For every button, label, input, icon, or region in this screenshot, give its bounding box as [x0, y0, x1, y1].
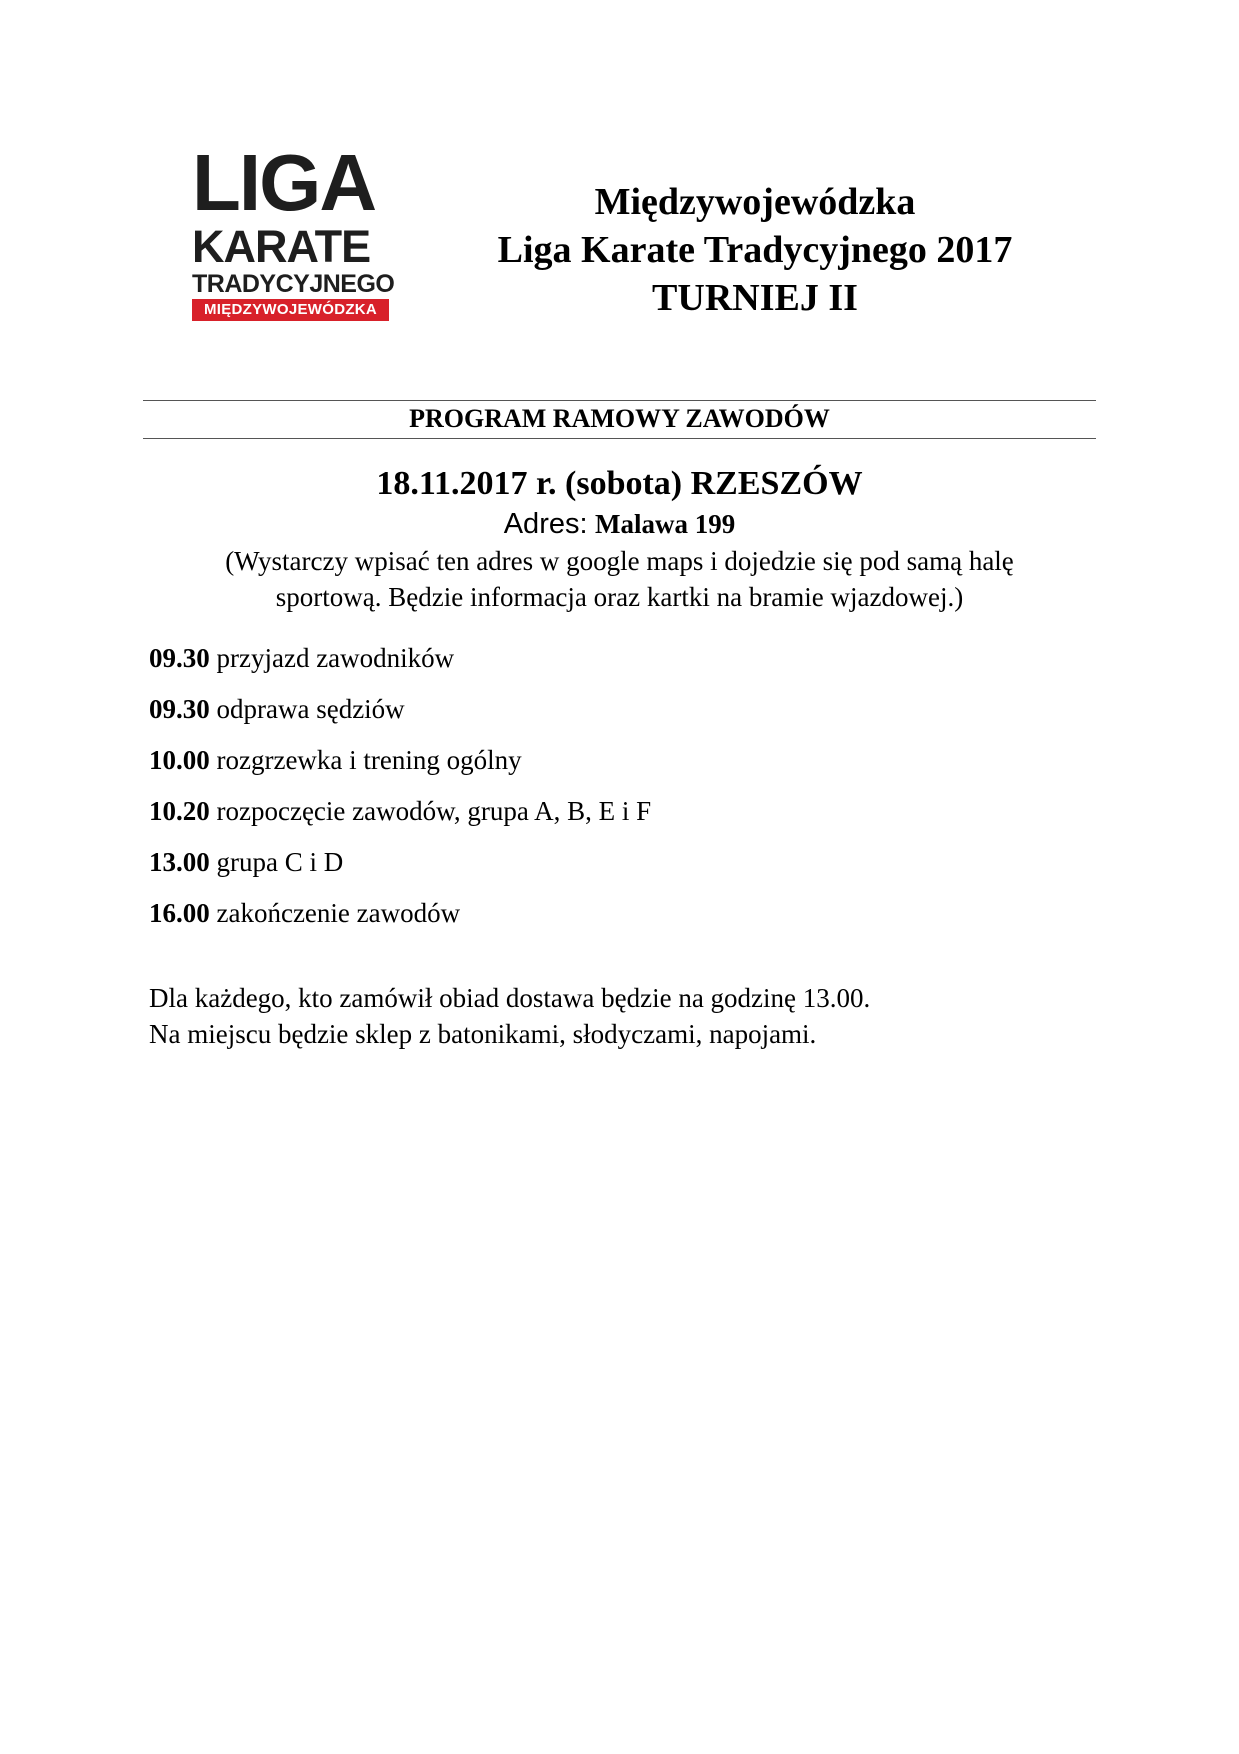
league-logo [192, 138, 395, 321]
heading-line-3: TURNIEJ II [652, 277, 858, 319]
schedule-item [149, 793, 1049, 844]
address-value: Malawa 199 [595, 509, 736, 539]
schedule-time: 10.20 [149, 796, 210, 826]
footer-line-shop: Na miejscu będzie sklep z batonikami, słodyczami, napojami. [149, 1019, 817, 1049]
event-date-place: 18.11.2017 r. (sobota) RZESZÓW [376, 465, 863, 502]
directions-note [143, 543, 1096, 615]
footer-line-lunch: Dla każdego, kto zamówił obiad dostawa będzie na godzinę 13.00. [149, 983, 871, 1013]
event-address [143, 506, 1096, 542]
directions-note-line-1: (Wystarczy wpisać ten adres w google maps i dojedzie się pod samą halę [225, 546, 1014, 576]
schedule-item [149, 742, 1049, 793]
footer-notes [149, 980, 1099, 1052]
schedule-item [149, 844, 1049, 895]
schedule-item [149, 895, 1049, 946]
schedule-text: zakończenie zawodów [216, 898, 461, 928]
directions-note-line-2: sportową. Będzie informacja oraz kartki na bramie wjazdowej.) [275, 582, 964, 612]
schedule-list [149, 640, 1049, 946]
schedule-item [149, 640, 1049, 691]
schedule-text: rozgrzewka i trening ogólny [216, 745, 522, 775]
schedule-time: 10.00 [149, 745, 210, 775]
schedule-text: grupa C i D [216, 847, 344, 877]
logo-line-tradycyjnego: TRADYCYJNEGO [192, 270, 395, 298]
schedule-text: przyjazd zawodników [216, 643, 455, 673]
document-heading [440, 178, 1070, 322]
address-label: Adres: [503, 508, 588, 540]
top-divider [143, 400, 1096, 401]
heading-line-2: Liga Karate Tradycyjnego 2017 [497, 229, 1013, 271]
logo-red-banner: MIĘDZYWOJEWÓDZKA [192, 299, 389, 321]
schedule-time: 09.30 [149, 643, 210, 673]
schedule-text: rozpoczęcie zawodów, grupa A, B, E i F [216, 796, 652, 826]
schedule-time: 13.00 [149, 847, 210, 877]
logo-line-liga: LIGA [192, 138, 376, 227]
section-title: PROGRAM RAMOWY ZAWODÓW [409, 404, 830, 433]
logo-line-karate: KARATE [192, 221, 371, 272]
schedule-time: 16.00 [149, 898, 210, 928]
heading-line-1: Międzywojewódzka [594, 181, 916, 223]
schedule-text: odprawa sędziów [216, 694, 405, 724]
bottom-divider [143, 438, 1096, 439]
schedule-time: 09.30 [149, 694, 210, 724]
schedule-item [149, 691, 1049, 742]
